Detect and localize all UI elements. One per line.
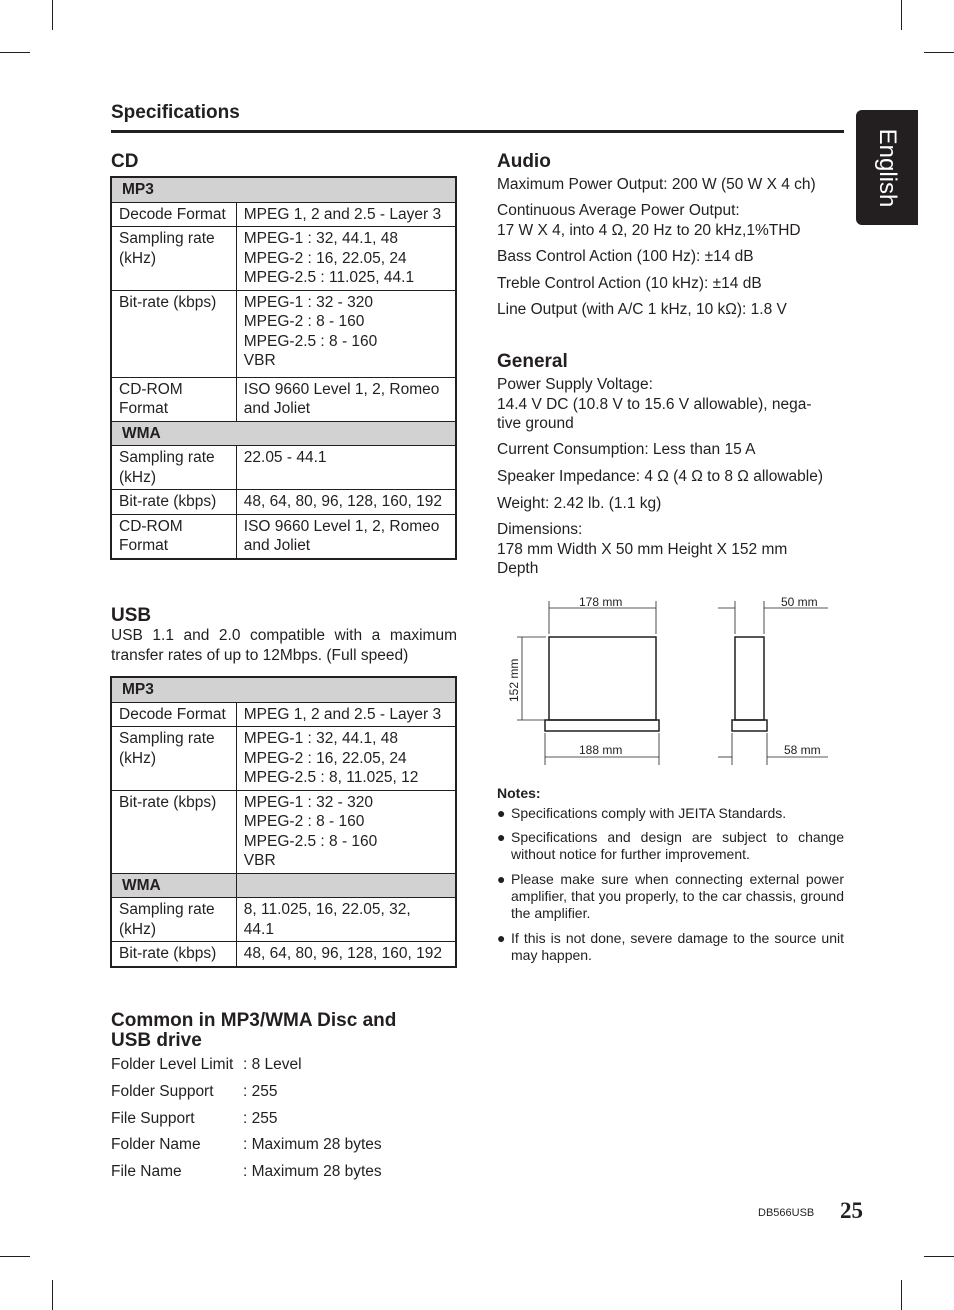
audio-item: Line Output (with A/C 1 kHz, 10 kΩ): 1.8 V — [497, 301, 787, 318]
bullet-icon: ● — [497, 871, 506, 887]
common-value: : 8 Level — [243, 1056, 302, 1073]
table-row — [111, 490, 456, 515]
list-item — [111, 1110, 195, 1128]
usb-wma-header: WMA — [111, 873, 236, 898]
dim-label-side-width: 50 mm — [781, 595, 818, 609]
cd-wma-header: WMA — [111, 421, 456, 446]
spec-value: MPEG-1 : 32 - 320 MPEG-2 : 8 - 160 MPEG-2.5 : 8 - 160 VBR — [236, 790, 456, 873]
table-row — [111, 202, 456, 227]
spec-value: ISO 9660 Level 1, 2, Romeo and Joliet — [236, 514, 456, 559]
usb-heading: USB — [111, 605, 152, 626]
crop-mark — [901, 0, 902, 30]
spec-label: Bit-rate (kbps) — [111, 290, 236, 377]
list-item — [243, 1110, 277, 1128]
list-item — [243, 1056, 302, 1074]
list-item — [243, 1136, 382, 1154]
general-item: Weight: 2.42 lb. (1.1 kg) — [497, 495, 662, 512]
common-value: : 255 — [243, 1110, 278, 1127]
spec-value: MPEG 1, 2 and 2.5 - Layer 3 — [236, 702, 456, 727]
crop-mark — [52, 0, 53, 30]
bullet-icon: ● — [497, 829, 506, 845]
spec-label: Bit-rate (kbps) — [111, 942, 236, 967]
spec-value: MPEG 1, 2 and 2.5 - Layer 3 — [236, 202, 456, 227]
crop-mark — [924, 1256, 954, 1257]
note-text: Specifications and design are subject to change without notice for further improvement. — [511, 829, 844, 862]
common-value: : Maximum 28 bytes — [243, 1136, 382, 1153]
side-view-panel — [732, 720, 767, 731]
front-view-body — [549, 637, 656, 720]
crop-mark — [0, 52, 30, 53]
general-item: Current Consumption: Less than 15 A — [497, 441, 756, 458]
audio-heading: Audio — [497, 151, 551, 172]
spec-label: Sampling rate (kHz) — [111, 898, 236, 942]
bullet-icon: ● — [497, 930, 506, 946]
list-item — [243, 1083, 277, 1101]
bullet-icon: ● — [497, 805, 506, 821]
audio-item: Maximum Power Output: 200 W (50 W X 4 ch) — [497, 176, 816, 193]
general-item: Power Supply Voltage: 14.4 V DC (10.8 V to 15.6 V allowable), nega- tive ground — [497, 376, 812, 432]
table-row — [111, 790, 456, 873]
spec-value: MPEG-1 : 32 - 320 MPEG-2 : 8 - 160 MPEG-2.5 : 8 - 160 VBR — [236, 290, 456, 377]
model-number: DB566USB — [758, 1207, 815, 1219]
common-label: Folder Support — [111, 1083, 214, 1100]
spec-label: Sampling rate (kHz) — [111, 446, 236, 490]
common-label: Folder Name — [111, 1136, 201, 1153]
general-item: Dimensions: 178 mm Width X 50 mm Height X 152 mm Depth — [497, 521, 788, 577]
table-row — [111, 227, 456, 291]
spec-value: MPEG-1 : 32, 44.1, 48 MPEG-2 : 16, 22.05, 24 MPEG-2.5 : 8, 11.025, 12 — [236, 727, 456, 791]
spec-label: Sampling rate (kHz) — [111, 727, 236, 791]
page-number: 25 — [840, 1198, 863, 1223]
front-view-panel — [545, 720, 659, 731]
spec-label: Decode Format — [111, 702, 236, 727]
common-value: : Maximum 28 bytes — [243, 1163, 382, 1180]
audio-item: Continuous Average Power Output: 17 W X 4, into 4 Ω, 20 Hz to 20 kHz,1%THD — [497, 202, 801, 239]
crop-mark — [901, 1280, 902, 1310]
dim-label-front-height: 152 mm — [507, 658, 521, 702]
spec-label: Bit-rate (kbps) — [111, 490, 236, 515]
spec-value: MPEG-1 : 32, 44.1, 48 MPEG-2 : 16, 22.05, 24 MPEG-2.5 : 11.025, 44.1 — [236, 227, 456, 291]
crop-mark — [52, 1280, 53, 1310]
spec-value: 48, 64, 80, 96, 128, 160, 192 — [236, 490, 456, 515]
language-tab-label: English — [874, 128, 901, 207]
list-item — [243, 1163, 382, 1181]
usb-mp3-header: MP3 — [111, 677, 456, 702]
list-item — [111, 1083, 214, 1101]
notes-heading: Notes: — [497, 785, 541, 801]
common-heading: Common in MP3/WMA Disc and USB drive — [111, 1010, 397, 1051]
usb-description: USB 1.1 and 2.0 compatible with a maximum transfer rates of up to 12Mbps. (Full speed) — [111, 627, 457, 664]
spec-label: Sampling rate (kHz) — [111, 227, 236, 291]
general-heading: General — [497, 351, 568, 372]
table-row — [111, 898, 456, 942]
title-rule — [111, 130, 844, 133]
language-tab — [856, 110, 918, 225]
list-item — [111, 1163, 182, 1181]
dim-label-side-bottom: 58 mm — [784, 743, 821, 757]
table-row — [111, 727, 456, 791]
spec-label: Bit-rate (kbps) — [111, 790, 236, 873]
dim-label-front-width: 178 mm — [579, 595, 623, 609]
dim-label-front-bottom: 188 mm — [579, 743, 623, 757]
cd-spec-table — [110, 176, 457, 560]
common-label: File Support — [111, 1110, 195, 1127]
table-row — [111, 377, 456, 421]
spec-label: CD-ROM Format — [111, 377, 236, 421]
list-item — [111, 1056, 233, 1074]
spec-value: 48, 64, 80, 96, 128, 160, 192 — [236, 942, 456, 967]
note-text: If this is not done, severe damage to the source unit may happen. — [511, 930, 844, 963]
spec-value: ISO 9660 Level 1, 2, Romeo and Joliet — [236, 377, 456, 421]
table-row — [111, 446, 456, 490]
note-text: Specifications comply with JEITA Standards. — [511, 805, 787, 821]
common-label: Folder Level Limit — [111, 1056, 234, 1073]
crop-mark — [0, 1256, 30, 1257]
spec-value: 22.05 - 44.1 — [236, 446, 456, 490]
table-row — [111, 290, 456, 377]
spec-label: CD-ROM Format — [111, 514, 236, 559]
audio-item: Treble Control Action (10 kHz): ±14 dB — [497, 275, 762, 292]
note-text: Please make sure when connecting external power amplifier, that you properly, to the car chassis, ground the amplifier. — [511, 871, 844, 921]
spec-label: Decode Format — [111, 202, 236, 227]
usb-spec-table — [110, 676, 457, 968]
side-view-body — [735, 637, 764, 720]
list-item — [111, 1136, 201, 1154]
audio-item: Bass Control Action (100 Hz): ±14 dB — [497, 248, 754, 265]
cd-heading: CD — [111, 151, 139, 172]
common-label: File Name — [111, 1163, 182, 1180]
page-title: Specifications — [111, 102, 240, 123]
table-row — [111, 942, 456, 967]
usb-wma-header-blank — [236, 873, 456, 898]
crop-mark — [924, 52, 954, 53]
general-item: Speaker Impedance: 4 Ω (4 Ω to 8 Ω allowable) — [497, 468, 823, 485]
table-row — [111, 514, 456, 559]
common-value: : 255 — [243, 1083, 278, 1100]
spec-value: 8, 11.025, 16, 22.05, 32, 44.1 — [236, 898, 456, 942]
cd-mp3-header: MP3 — [111, 177, 456, 202]
table-row — [111, 702, 456, 727]
